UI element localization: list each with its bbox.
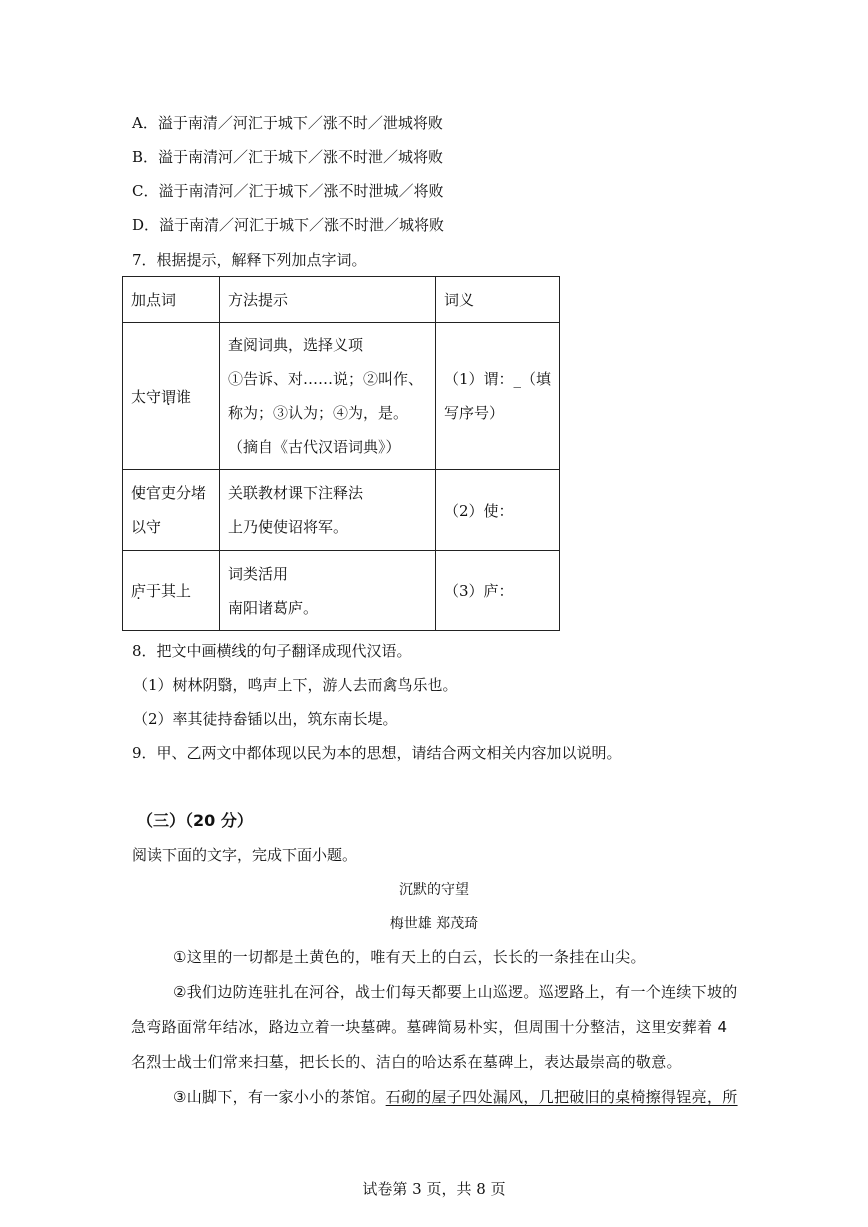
question-8-sentence-2: （2）率其徒持畚锸以出，筑东南长堤。 <box>133 710 398 728</box>
question-8-prompt: 8．把文中画横线的句子翻译成现代汉语。 <box>132 642 412 660</box>
meaning-line: （1）谓：_（填 <box>444 370 552 388</box>
header-word: 加点词 <box>123 277 220 323</box>
meaning-cell <box>436 470 560 551</box>
question-7-prompt: 7．根据提示，解释下列加点字词。 <box>132 251 367 269</box>
question-9-prompt: 9．甲、乙两文中都体现以民为本的思想，请结合两文相关内容加以说明。 <box>132 744 622 762</box>
word-text: 太守 <box>131 387 162 406</box>
header-method: 方法提示 <box>220 277 436 323</box>
word-line: 以守 <box>131 518 162 536</box>
word-line <box>131 476 211 510</box>
method-cell <box>220 551 436 631</box>
dotted-word-cell <box>123 323 220 470</box>
section-3-title: （三）（20 分） <box>137 811 253 830</box>
hint-line: 词类活用 <box>228 564 289 583</box>
meaning-cell <box>436 551 560 631</box>
word-text: 于其上 <box>146 582 192 600</box>
vocab-table <box>122 276 560 631</box>
dotted-char: 庐 <box>131 582 147 600</box>
table-row <box>123 323 560 470</box>
header-meaning: 词义 <box>436 277 560 323</box>
option-d: D．溢于南清／河汇于城下／涨不时泄／城将败 <box>132 216 445 234</box>
option-a: A．溢于南清／河汇于城下／涨不时／泄城将败 <box>132 114 443 132</box>
method-cell <box>220 470 436 551</box>
hint-line: 称为；③认为；④为，是。 <box>228 404 409 422</box>
word-text: 官吏分堵 <box>146 484 207 502</box>
word-text: 谁 <box>176 387 192 406</box>
hint-line: （摘自《古代汉语词典》） <box>228 438 401 456</box>
option-b: B．溢于南清河／汇于城下／涨不时泄／城将败 <box>132 148 444 166</box>
question-8-sentence-1: （1）树林阴翳，鸣声上下，游人去而禽鸟乐也。 <box>133 676 458 694</box>
meaning-line: （2）使： <box>444 501 514 520</box>
paragraph-1: ①这里的一切都是土黄色的，唯有天上的白云，长长的一条挂在山尖。 <box>173 948 646 966</box>
paragraph-2: ②我们边防连驻扎在河谷，战士们每天都要上山巡逻。巡逻路上，有一个连续下坡的急弯路面常年结冰，路边立着一块墓碑。墓碑简易朴实，但周围十分整洁，这里安葬着 4 名烈士战士们常来扫墓，把长长的、洁白的哈达系在墓碑上，表达最崇高的敬意。 <box>131 983 738 1071</box>
hint-line: ①告诉、对……说；②叫作、 <box>228 370 424 388</box>
option-c: C．溢于南清河／汇于城下／涨不时泄城／将败 <box>132 182 444 200</box>
table-header-row <box>123 277 560 323</box>
hint-text: 。 <box>303 598 319 617</box>
table-row <box>123 470 560 551</box>
table-row <box>123 551 560 631</box>
reading-instruction: 阅读下面的文字，完成下面小题。 <box>132 846 358 864</box>
page-footer: 试卷第 3 页，共 8 页 <box>362 1180 506 1198</box>
meaning-line: （3）庐： <box>444 582 514 600</box>
article-title: 沉默的守望 <box>399 882 469 898</box>
hint-text: 上乃 <box>228 518 259 536</box>
hint-line: 关联教材课下注释法 <box>228 484 364 502</box>
method-cell <box>220 323 436 470</box>
dotted-word-cell <box>123 551 220 631</box>
dotted-char: 使 · <box>258 510 273 544</box>
meaning-cell <box>436 323 560 470</box>
hint-line: 查阅词典，选择义项 <box>228 336 364 354</box>
dotted-char: 谓 <box>161 387 177 406</box>
dotted-char: 庐 · <box>288 591 303 625</box>
hint-line <box>228 591 427 625</box>
underlined-sentence: 石砌的屋子四处漏风，几把破旧的桌椅擦得锃亮，所 <box>385 1088 738 1106</box>
dotted-word-cell <box>123 470 220 551</box>
dotted-char: 使 · <box>131 476 146 510</box>
hint-text: 南阳诸葛 <box>228 598 289 617</box>
paragraph-3-text: ③山脚下，有一家小小的茶馆。 <box>173 1088 386 1106</box>
article-authors: 梅世雄 郑茂琦 <box>389 916 479 932</box>
meaning-line: 写序号） <box>444 404 505 422</box>
hint-line <box>228 510 427 544</box>
hint-text: 使诏将军。 <box>273 518 349 536</box>
paragraph-3 <box>131 1080 741 1115</box>
